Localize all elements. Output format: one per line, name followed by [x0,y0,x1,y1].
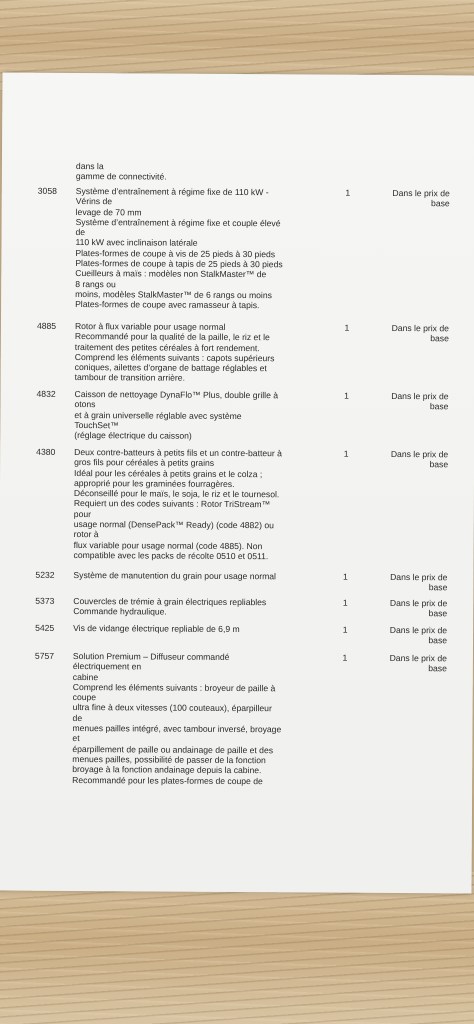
option-code: 3058 [37,185,57,196]
option-quantity: 1 [345,187,351,198]
option-description [73,623,303,635]
description-line: compatible avec les packs de récolte 0510 et 0511. [73,549,269,562]
price-line: Dans le prix de [389,624,448,636]
option-description [73,570,303,582]
description-line: Système d’entraînement à régime fixe de 110 kW - [75,186,269,198]
description-line: Comprend les éléments suivants : broyeur de paille à [72,681,276,694]
description-line: Rotor à flux variable pour usage normal [74,321,226,332]
intro-line: dans la [75,161,104,172]
document-page [0,73,474,894]
description-line: Recommandé pour les plates-formes de coupe de [72,774,263,786]
option-price [375,653,447,674]
option-price [377,323,449,344]
description-line: cabine [72,671,99,682]
price-list-document [0,73,474,894]
description-line: coupe [72,692,97,703]
description-line: de [72,712,83,723]
description-line: coniques, ailettes d’organe de battage réglables et [74,362,267,374]
option-quantity: 1 [342,597,348,608]
price-line: base [428,635,448,646]
price-line: Dans le prix de [392,187,450,199]
description-line: Déconseillé pour le maïs, le soja, le riz et le tournesol. [73,488,280,500]
price-line: Dans le prix de [391,390,449,402]
description-line: Système de manutention du grain pour usage normal [73,570,277,582]
description-line: Cueilleurs à maïs : modèles non StalkMaster™ de [75,268,267,280]
description-line: levage de 70 mm [75,206,142,218]
description-line: menues pailles intégré, avec tambour inversé, broyage [72,723,282,735]
option-price [375,572,447,593]
option-description [75,321,305,384]
price-line: Dans le prix de [390,448,449,460]
price-line: base [429,401,449,412]
option-quantity: 1 [344,390,349,401]
option-code: 5425 [35,622,55,633]
description-line: 110 kW avec inclinaison latérale [75,237,198,249]
description-line: Vis de vidange électrique repliable de 6,9 m [73,623,240,635]
description-line: Requiert un des codes suivants : Rotor TriStream™ [73,498,271,510]
price-line: Dans le prix de [389,597,448,609]
option-code: 5373 [35,595,55,606]
description-line: éparpillement de paille ou andainage de paille et des [72,743,274,755]
description-line: pour [73,508,92,519]
option-price [375,598,447,619]
description-line: otons [74,399,96,410]
option-price [375,625,447,646]
price-line: Dans le prix de [389,652,447,664]
option-price [378,188,450,209]
description-line: Système d’entraînement à régime fixe et couple élevé [75,216,281,229]
description-line: ultra fine à deux vitesses (100 couteaux), éparpilleur [72,702,272,714]
option-description [75,186,306,311]
description-line: traitement des petites céréales à fort rendement. [74,341,260,353]
option-quantity: 1 [343,448,349,459]
intro-line: gamme de connectivité. [75,171,167,182]
description-line: menues pailles, possibilité de passer de la fonction [72,753,266,766]
price-line: base [429,459,449,470]
price-line: Dans le prix de [390,571,448,583]
wooden-table-bottom [0,872,474,1024]
description-line: usage normal (DensePack™ Ready) (code 4882) ou [73,519,274,531]
description-line: approprié pour les graminées fourragères. [73,477,235,489]
description-line: Deux contre-batteurs à petits fils et un contre-batteur à [74,447,283,459]
price-line: base [430,333,449,344]
description-line: flux variable pour usage normal (code 4885). Non [73,539,263,551]
option-code: 5757 [34,650,55,661]
price-line: base [431,198,450,209]
description-line: électriquement en [72,661,142,672]
option-price [376,449,448,470]
description-line: tambour de transition arrière. [74,372,186,384]
option-description [72,651,303,786]
description-line: Couvercles de trémie à grain électriques repliables [73,596,267,608]
price-line: Dans le prix de [391,322,449,334]
intro-text [76,161,306,183]
option-quantity: 1 [342,624,348,635]
description-line: Solution Premium – Diffuseur commandé [72,651,230,662]
description-line: moins, modèles StalkMaster™ de 6 rangs ou moins [75,288,272,301]
description-line: Recommandé pour la qualité de la paille, le riz et le [74,331,270,343]
description-line: et à grain universelle réglable avec système [74,409,242,421]
description-line: (réglage électrique du caisson) [74,430,192,441]
option-code: 4832 [36,388,56,399]
description-line: TouchSet™ [74,419,119,431]
option-quantity: 1 [342,652,348,663]
option-code: 4885 [36,320,57,331]
option-code: 4380 [36,446,56,457]
option-quantity: 1 [343,571,348,582]
price-line: base [428,608,448,619]
description-line: Plates-formes de coupe à tapis de 25 pieds à 30 pieds [75,258,283,270]
option-quantity: 1 [344,322,350,333]
description-line: Idéal pour les céréales à petits grains et le colza ; [74,467,263,479]
option-description [74,447,305,562]
description-line: Vérins de [75,196,113,207]
option-code: 5232 [35,569,55,580]
price-line: base [428,582,448,593]
description-line: rotor à [73,529,99,540]
description-line: de [75,227,86,238]
description-line: broyage à la fonction andainage depuis la cabine. [72,764,262,776]
description-line: Plates-formes de coupe à vis de 25 pieds à 30 pieds [75,247,276,260]
description-line: Plates-formes de coupe avec ramasseur à tapis. [75,299,260,311]
description-line: gros fils pour céréales à petits grains [74,457,215,469]
price-line: base [428,663,447,674]
description-line: Caisson de nettoyage DynaFlo™ Plus, double grille à [74,389,279,401]
description-line: et [72,733,80,744]
option-description [73,596,303,618]
option-description [74,389,304,442]
description-line: Commande hydraulique. [73,606,167,617]
option-price [376,391,448,412]
description-line: Comprend les éléments suivants : capots supérieurs [74,351,275,364]
description-line: 8 rangs ou [75,278,116,289]
